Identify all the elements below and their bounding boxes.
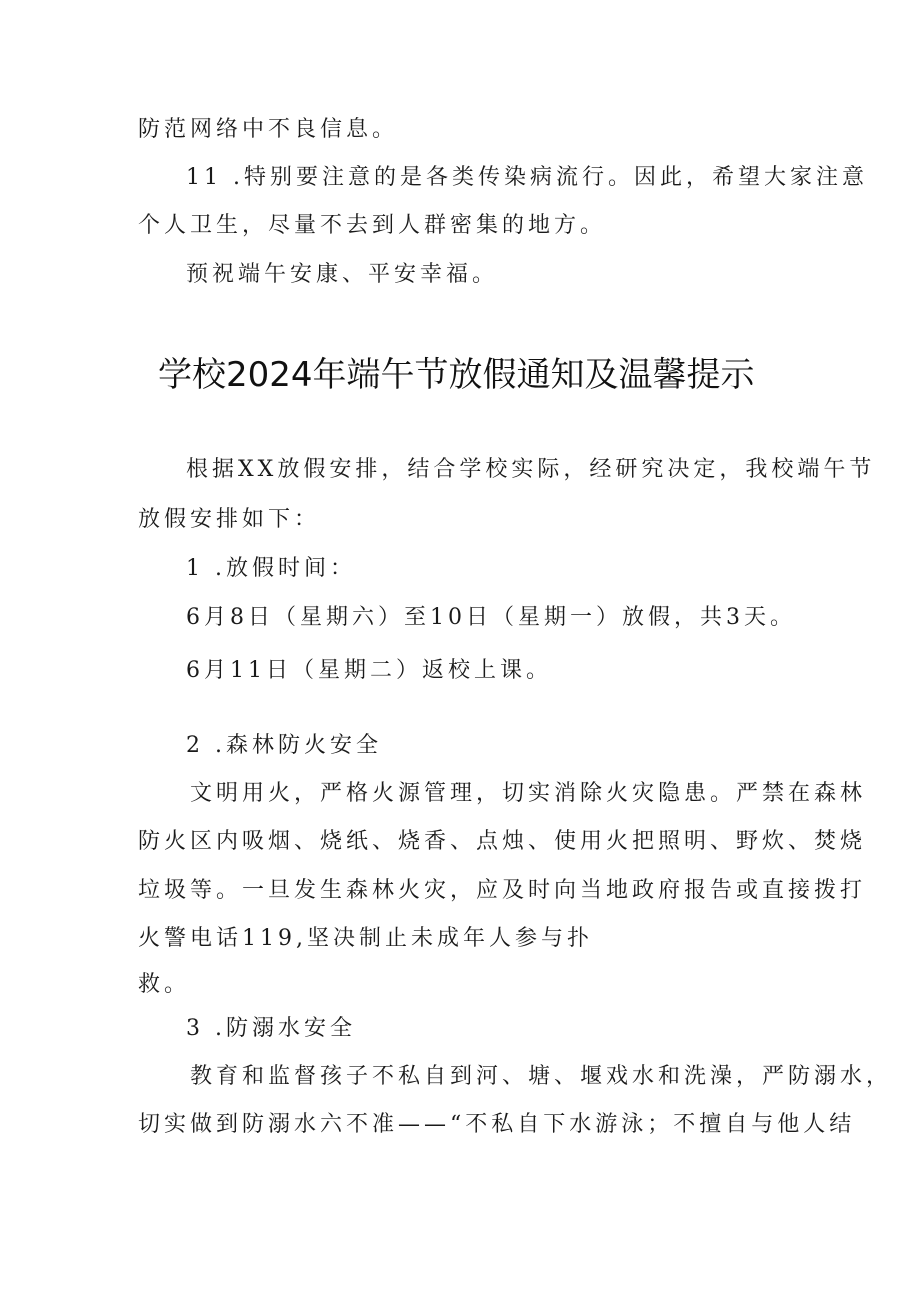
paragraph-line: 火警电话119,坚决制止未成年人参与扑 [138,926,593,951]
paragraph-line: 防火区内吸烟、烧纸、烧香、点烛、使用火把照明、野炊、焚烧 [138,829,867,854]
paragraph-line: 切实做到防溺水六不准——“不私自下水游泳；不擅自与他人结 [138,1112,856,1137]
paragraph-line: 11 .特别要注意的是各类传染病流行。因此，希望大家注意 [186,165,868,190]
paragraph-line: 预祝端午安康、平安幸福。 [186,262,499,287]
paragraph-line: 放假安排如下： [138,507,321,532]
section-heading: 1 .放假时间： [186,556,356,581]
paragraph-line: 6月11日（星期二）返校上课。 [186,658,552,683]
paragraph-line: 个人卫生，尽量不去到人群密集的地方。 [138,213,607,238]
paragraph-line: 救。 [138,972,191,997]
paragraph-line: 防范网络中不良信息。 [138,117,399,142]
section-heading: 3 .防溺水安全 [186,1016,356,1041]
paragraph-line: 6月8日（星期六）至10日（星期一）放假，共3天。 [186,605,796,630]
section-heading: 2 .森林防火安全 [186,733,382,758]
paragraph-line: 教育和监督孩子不私自到河、塘、堰戏水和洗澡，严防溺水， [190,1064,893,1089]
paragraph-line: 文明用火，严格火源管理，切实消除火灾隐患。严禁在森林 [190,781,867,806]
document-title: 学校2024年端午节放假通知及温馨提示 [158,355,755,395]
paragraph-line: 垃圾等。一旦发生森林火灾，应及时向当地政府报告或直接拨打 [138,878,867,903]
paragraph-line: 根据XX放假安排，结合学校实际，经研究决定，我校端午节 [186,457,876,482]
